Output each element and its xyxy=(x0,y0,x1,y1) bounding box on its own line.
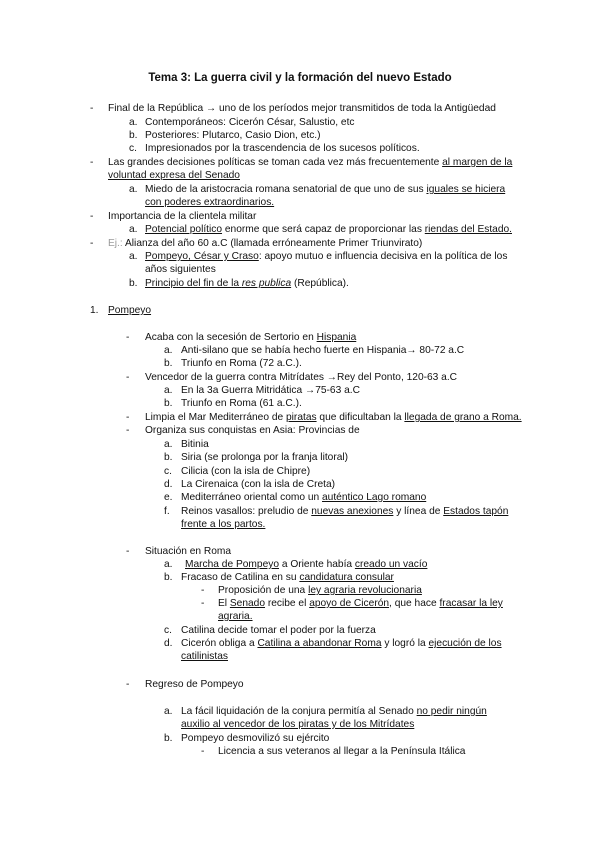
asia-reinos-vasallos: Reinos vasallos: preludio de nuevas anexiones y línea de Estados tapón xyxy=(181,506,509,517)
marker-a: a. xyxy=(129,251,138,262)
situacion-roma-b1: Proposición de una ley agraria revolucionaria xyxy=(218,585,422,596)
marker-d: d. xyxy=(164,638,173,649)
bullet-dash: - xyxy=(126,372,130,383)
situacion-roma-a: Marcha de Pompeyo a Oriente había creado un vacío xyxy=(185,559,428,570)
marker-a: a. xyxy=(164,385,173,396)
pompeyo-asia: Organiza sus conquistas en Asia: Provincias de xyxy=(145,425,360,436)
intro-item-4a: Pompeyo, César y Craso: apoyo mutuo e influencia decisiva en la política de los xyxy=(145,251,508,262)
bullet-dash: - xyxy=(90,157,94,168)
pompeyo-sertorio-b: Triunfo en Roma (72 a.C.). xyxy=(181,358,302,369)
marker-d: d. xyxy=(164,479,173,490)
intro-item-2: Las grandes decisiones políticas se toman cada vez más frecuentemente al margen de la xyxy=(108,157,513,168)
asia-siria: Siria (se prolonga por la franja litoral) xyxy=(181,452,349,463)
situacion-roma-c: Catilina decide tomar el poder por la fuerza xyxy=(181,625,376,636)
marker-c: c. xyxy=(164,625,172,636)
situacion-roma-d-cont: catilinistas xyxy=(181,651,228,662)
bullet-dash: - xyxy=(126,332,130,343)
marker-b: b. xyxy=(164,452,173,463)
pompeyo-piratas: Limpia el Mar Mediterráneo de piratas que dificultaban la llegada de grano a Roma. xyxy=(145,412,522,423)
asia-cilicia: Cilicia (con la isla de Chipre) xyxy=(181,466,311,477)
marker-c: c. xyxy=(129,143,137,154)
intro-item-3: Importancia de la clientela militar xyxy=(108,211,257,222)
intro-item-1: Final de la República → uno de los períodos mejor transmitidos de toda la Antigüedad xyxy=(108,103,496,114)
marker-b: b. xyxy=(164,733,173,744)
bullet-dash: - xyxy=(90,211,94,222)
bullet-dash: - xyxy=(201,598,205,609)
marker-a: a. xyxy=(129,184,138,195)
marker-a: a. xyxy=(164,345,173,356)
marker-b: b. xyxy=(164,398,173,409)
situacion-roma-d: Cicerón obliga a Catilina a abandonar Roma y logró la ejecución de los xyxy=(181,638,502,649)
intro-item-2-cont: voluntad expresa del Senado xyxy=(108,170,240,181)
bullet-dash: - xyxy=(126,425,130,436)
marker-b: b. xyxy=(164,358,173,369)
pompeyo-sertorio-a: Anti-silano que se había hecho fuerte en Hispania→ 80-72 a.C xyxy=(181,345,465,356)
intro-item-3a: Potencial político enorme que será capaz de proporcionar las riendas del Estado. xyxy=(145,224,512,235)
bullet-dash: - xyxy=(201,746,205,757)
bullet-dash: - xyxy=(126,679,130,690)
pompeyo-mitridates-b: Triunfo en Roma (61 a.C.). xyxy=(181,398,302,409)
section-number: 1. xyxy=(90,305,99,316)
asia-cirenaica: La Cirenaica (con la isla de Creta) xyxy=(181,479,336,490)
regreso-pompeyo-a: La fácil liquidación de la conjura permitía al Senado no pedir ningún xyxy=(181,706,487,717)
regreso-pompeyo-a-cont: auxilio al vencedor de los piratas y de los Mitrídates xyxy=(181,719,415,730)
marker-a: a. xyxy=(129,117,138,128)
asia-reinos-vasallos-cont: frente a los partos. xyxy=(181,519,266,530)
marker-a: a. xyxy=(129,224,138,235)
intro-item-1c: Impresionados por la trascendencia de los sucesos políticos. xyxy=(145,143,420,154)
intro-item-1a: Contemporáneos: Cicerón César, Salustio, etc xyxy=(145,117,355,128)
pompeyo-mitridates-a: En la 3a Guerra Mitridática →75-63 a.C xyxy=(181,385,360,396)
regreso-pompeyo: Regreso de Pompeyo xyxy=(145,679,244,690)
pompeyo-mitridates: Vencedor de la guerra contra Mitrídates →Rey del Ponto, 120-63 a.C xyxy=(145,372,458,383)
section-heading-pompeyo: Pompeyo xyxy=(108,305,152,316)
marker-b: b. xyxy=(129,278,138,289)
marker-b: b. xyxy=(164,572,173,583)
situacion-roma-b: Fracaso de Catilina en su candidatura consular xyxy=(181,572,394,583)
marker-e: e. xyxy=(164,492,173,503)
marker-f: f. xyxy=(164,506,170,517)
intro-item-4: Ej.: Alianza del año 60 a.C (llamada erróneamente Primer Triunvirato) xyxy=(108,238,423,249)
situacion-roma: Situación en Roma xyxy=(145,546,232,557)
bullet-dash: - xyxy=(90,238,94,249)
regreso-pompeyo-b: Pompeyo desmovilizó su ejército xyxy=(181,733,330,744)
intro-item-1b: Posteriores: Plutarco, Casio Dion, etc.) xyxy=(145,130,321,141)
asia-bitinia: Bitinia xyxy=(181,439,209,450)
page-title: Tema 3: La guerra civil y la formación del nuevo Estado xyxy=(148,72,452,84)
intro-item-4a-cont: años siguientes xyxy=(145,264,216,275)
situacion-roma-b2-cont: agraria. xyxy=(218,611,253,622)
bullet-dash: - xyxy=(126,412,130,423)
bullet-dash: - xyxy=(90,103,94,114)
marker-b: b. xyxy=(129,130,138,141)
intro-item-4b: Principio del fin de la res publica (República). xyxy=(145,278,349,289)
intro-item-2a-cont: con poderes extraordinarios. xyxy=(145,197,275,208)
intro-item-2a: Miedo de la aristocracia romana senatorial de que uno de sus iguales se hiciera xyxy=(145,184,506,195)
situacion-roma-b2: El Senado recibe el apoyo de Cicerón, que hace fracasar la ley xyxy=(218,598,503,609)
marker-a: a. xyxy=(164,439,173,450)
bullet-dash: - xyxy=(126,546,130,557)
asia-mediterraneo: Mediterráneo oriental como un auténtico Lago romano xyxy=(181,492,427,503)
marker-a: a. xyxy=(164,706,173,717)
regreso-pompeyo-b1: Licencia a sus veteranos al llegar a la Península Itálica xyxy=(218,746,466,757)
pompeyo-sertorio: Acaba con la secesión de Sertorio en Hispania xyxy=(145,332,357,343)
marker-c: c. xyxy=(164,466,172,477)
bullet-dash: - xyxy=(201,585,205,596)
marker-a: a. xyxy=(164,559,173,570)
